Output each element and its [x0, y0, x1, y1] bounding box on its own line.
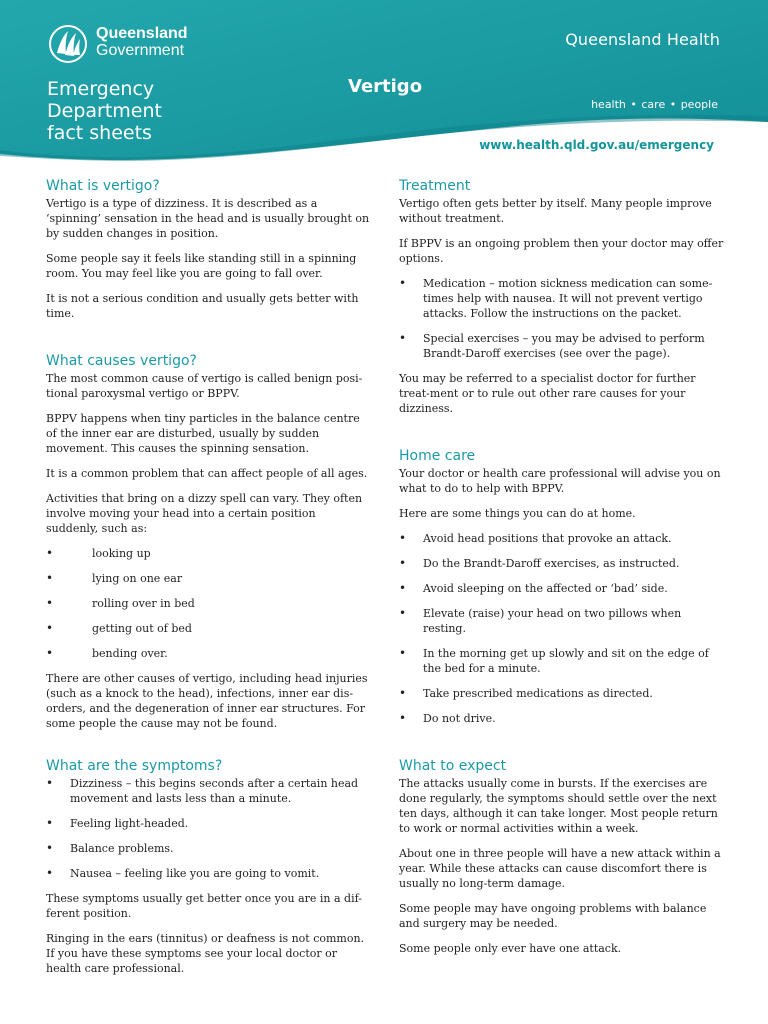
- left-column: [46, 176, 371, 986]
- paragraph: About one in three people will have a new attack within a year. While these attacks can cause discomfort there is usually no long-term damage.: [399, 847, 721, 890]
- series-title: [47, 78, 207, 144]
- home-care-list: [399, 531, 724, 726]
- paragraph: It is a common problem that can affect people of all ages.: [46, 467, 368, 480]
- department-name: Queensland Health: [565, 30, 720, 49]
- section-heading: Treatment: [399, 178, 471, 194]
- treatment-list: [399, 276, 724, 361]
- section-heading: What are the symptoms?: [46, 758, 223, 774]
- symptom-list: [46, 776, 371, 881]
- paragraph: Activities that bring on a dizzy spell can vary. They often involve moving your head into a certain position suddenly, such as:: [46, 492, 363, 535]
- list-item: • Avoid sleeping on the affected or ‘bad’ side.: [399, 581, 724, 596]
- list-item: • Nausea – feeling like you are going to vomit.: [46, 866, 371, 881]
- paragraph: Some people may have ongoing problems with balance and surgery may be needed.: [399, 902, 707, 930]
- paragraph: Ringing in the ears (tinnitus) or deafness is not common. If you have these symptoms see your local doctor or health care professional.: [46, 932, 365, 975]
- paragraph: Vertigo often gets better by itself. Many people improve without treatment.: [399, 197, 712, 225]
- list-item: • Elevate (raise) your head on two pillows when resting.: [399, 606, 724, 636]
- section-heading: What to expect: [399, 758, 507, 774]
- queensland-government-logo: [96, 25, 188, 59]
- section-what-is-vertigo: [46, 176, 371, 321]
- paragraph: Some people say it feels like standing still in a spinning room. You may feel like you are going to fall over.: [46, 252, 357, 280]
- paragraph: You may be referred to a specialist doctor for further treat-ment or to rule out other rare causes for your dizziness.: [399, 372, 696, 415]
- logo-line-1: Queensland: [96, 25, 188, 42]
- paragraph: There are other causes of vertigo, including head injuries (such as a knock to the head), infections, inner ear dis-orders, and the degeneration of inner ear structures. For some people the cause may not be found.: [46, 672, 368, 730]
- right-column: [399, 176, 724, 966]
- list-item: • lying on one ear: [46, 571, 371, 586]
- section-heading: Home care: [399, 448, 476, 464]
- section-treatment: [399, 176, 724, 416]
- list-item: • Dizziness – this begins seconds after a certain head movement and lasts less than a minute.: [46, 776, 371, 806]
- paragraph: The attacks usually come in bursts. If the exercises are done regularly, the symptoms should settle over the next ten days, although it can take longer. Most people return to work or normal activities within a week.: [399, 777, 718, 835]
- list-item: • Do not drive.: [399, 711, 724, 726]
- tagline: health • care • people: [591, 98, 718, 111]
- series-title-line-1: Emergency: [47, 78, 155, 100]
- list-item: • bending over.: [46, 646, 371, 661]
- paragraph: Your doctor or health care professional will advise you on what to do to help with BPPV.: [399, 467, 721, 495]
- list-item: • Special exercises – you may be advised to perform Brandt-Daroff exercises (see over the page).: [399, 331, 724, 361]
- header-banner: [0, 0, 768, 162]
- section-home-care: [399, 446, 724, 726]
- paragraph: If BPPV is an ongoing problem then your doctor may offer options.: [399, 237, 724, 265]
- paragraph: The most common cause of vertigo is called benign posi-tional paroxysmal vertigo or BPPV.: [46, 372, 363, 400]
- paragraph: Some people only ever have one attack.: [399, 942, 622, 955]
- paragraph: These symptoms usually get better once you are in a dif-ferent position.: [46, 892, 362, 920]
- list-item: • Do the Brandt-Daroff exercises, as instructed.: [399, 556, 724, 571]
- website-link[interactable]: www.health.qld.gov.au/emergency: [479, 138, 714, 152]
- section-symptoms: [46, 756, 371, 976]
- section-heading: What causes vertigo?: [46, 353, 197, 369]
- section-what-causes-vertigo: [46, 351, 371, 731]
- paragraph: BPPV happens when tiny particles in the balance centre of the inner ear are disturbed, usually by sudden movement. This causes the spinning sensation.: [46, 412, 360, 455]
- logo-line-2: Government: [96, 42, 185, 59]
- paragraph: Here are some things you can do at home.: [399, 507, 636, 520]
- section-what-to-expect: [399, 756, 724, 956]
- series-title-line-3: fact sheets: [47, 122, 152, 144]
- list-item: • rolling over in bed: [46, 596, 371, 611]
- list-item: • getting out of bed: [46, 621, 371, 636]
- list-item: • Balance problems.: [46, 841, 371, 856]
- trigger-list: [46, 546, 371, 661]
- list-item: • Take prescribed medications as directed.: [399, 686, 724, 701]
- list-item: • Avoid head positions that provoke an attack.: [399, 531, 724, 546]
- series-title-line-2: Department: [47, 100, 162, 122]
- list-item: • In the morning get up slowly and sit on the edge of the bed for a minute.: [399, 646, 724, 676]
- list-item: • Feeling light-headed.: [46, 816, 371, 831]
- list-item: • looking up: [46, 546, 371, 561]
- paragraph: It is not a serious condition and usually gets better with time.: [46, 292, 359, 320]
- list-item: • Medication – motion sickness medication can some-times help with nausea. It will not prevent vertigo attacks. Follow the instructions on the packet.: [399, 276, 724, 321]
- paragraph: Vertigo is a type of dizziness. It is described as a ‘spinning’ sensation in the head and is usually brought on by sudden changes in position.: [46, 197, 370, 240]
- queensland-government-crest-icon: [48, 24, 88, 64]
- section-heading: What is vertigo?: [46, 178, 160, 194]
- page-title: Vertigo: [348, 76, 423, 97]
